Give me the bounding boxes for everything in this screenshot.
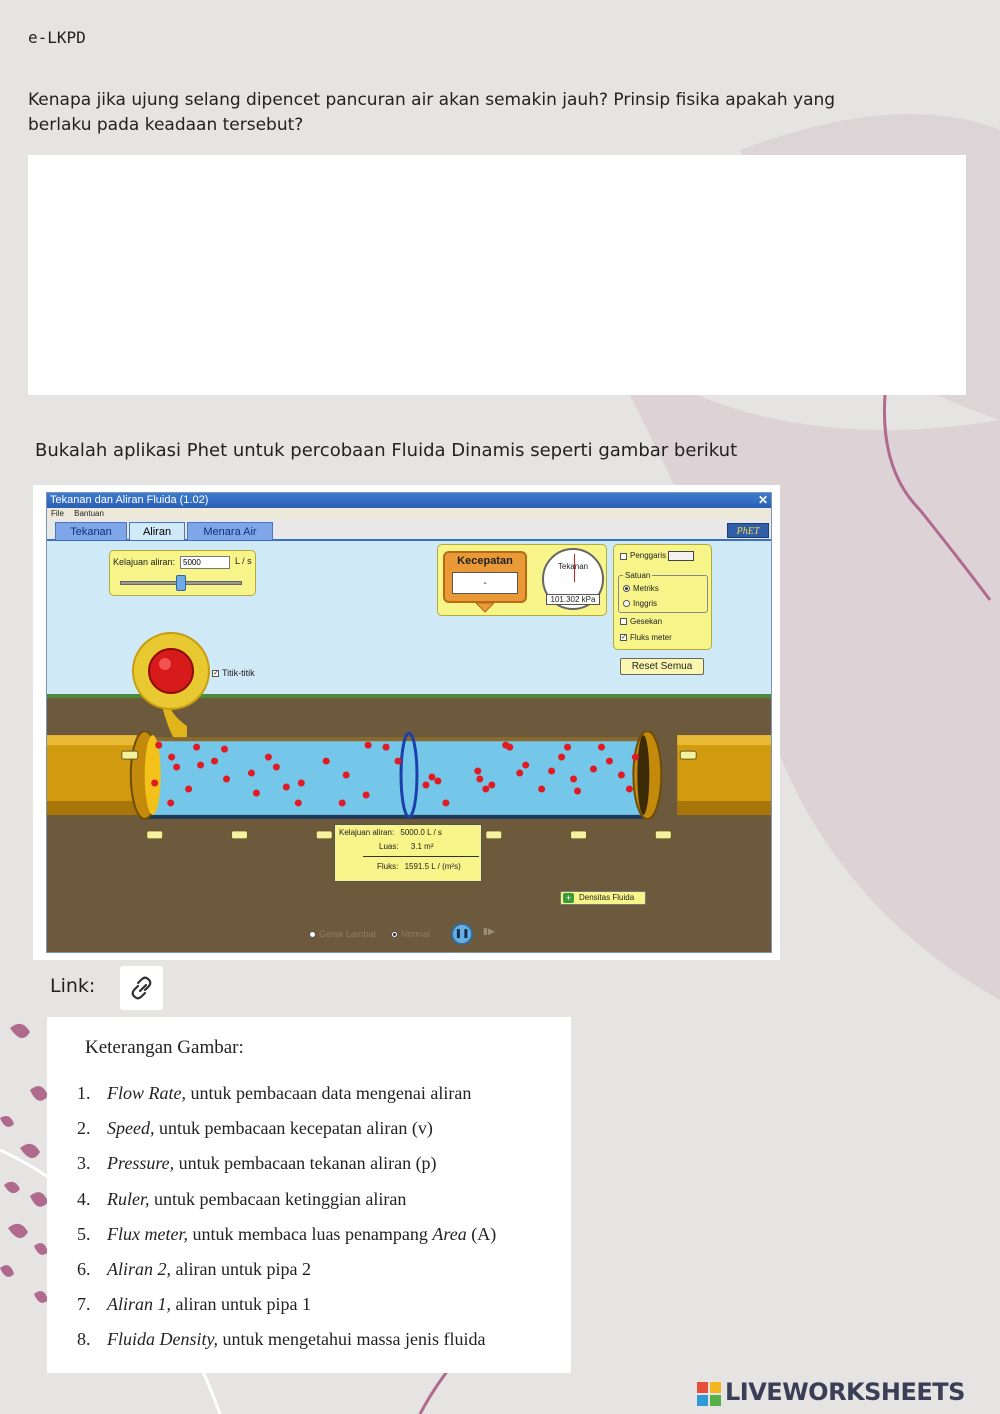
normal-speed-radio[interactable] bbox=[391, 931, 398, 938]
dots-option[interactable] bbox=[212, 668, 255, 678]
list-item bbox=[77, 1189, 496, 1224]
ruler-option[interactable] bbox=[620, 551, 694, 561]
legend-num: 4. bbox=[77, 1188, 91, 1209]
plus-icon: + bbox=[563, 893, 574, 903]
normal-speed-option[interactable] bbox=[391, 929, 430, 939]
flux-flux-row bbox=[377, 862, 461, 871]
ruler-checkbox[interactable] bbox=[620, 553, 627, 560]
liveworksheets-logo[interactable] bbox=[697, 1378, 993, 1410]
speed-value: - bbox=[452, 572, 518, 594]
tab-tekanan[interactable]: Tekanan bbox=[55, 522, 127, 540]
options-panel bbox=[613, 544, 712, 650]
ruler-icon bbox=[668, 551, 694, 561]
instruction-text: Bukalah aplikasi Phet untuk percobaan Fluida Dinamis seperti gambar berikut bbox=[35, 440, 738, 461]
legend-term: Area bbox=[432, 1223, 467, 1244]
slow-motion-label: Gerak Lambat bbox=[319, 929, 377, 939]
sim-tabbar bbox=[47, 519, 771, 541]
sim-close-icon[interactable]: ✕ bbox=[757, 493, 768, 507]
ruler-label: Penggaris bbox=[630, 551, 667, 561]
legend-title: Keterangan Gambar: bbox=[85, 1037, 244, 1058]
normal-speed-label: Normal bbox=[401, 929, 431, 939]
phet-simulation bbox=[46, 492, 772, 953]
flow-rate-input[interactable] bbox=[180, 556, 230, 569]
pressure-gauge-value: 101.302 kPa bbox=[546, 594, 600, 605]
step-button[interactable]: ▮▶ bbox=[483, 927, 495, 937]
flux-flux-value: 1591.5 L / (m²s) bbox=[404, 862, 461, 871]
flux-meter-label: Fluks meter bbox=[630, 633, 672, 642]
legend-desc: untuk pembacaan ketinggian aliran bbox=[149, 1188, 407, 1209]
flux-meter-readout bbox=[334, 824, 482, 882]
legend-num: 7. bbox=[77, 1294, 91, 1315]
speed-pointer-icon bbox=[476, 603, 494, 613]
legend-term: Speed, bbox=[107, 1118, 155, 1139]
slow-motion-option[interactable] bbox=[309, 929, 376, 939]
sim-titlebar bbox=[47, 493, 771, 508]
tab-aliran[interactable]: Aliran bbox=[129, 522, 185, 540]
pressure-gauge[interactable] bbox=[542, 548, 604, 610]
legend-desc: untuk mengetahui massa jenis fluida bbox=[218, 1329, 486, 1350]
flux-area-row bbox=[379, 842, 433, 851]
pump-button-icon[interactable] bbox=[127, 631, 217, 741]
legend-term: Flow Rate, bbox=[107, 1083, 186, 1103]
imperial-option[interactable] bbox=[623, 599, 657, 608]
tab-menara-air[interactable]: Menara Air bbox=[187, 522, 273, 540]
flux-area-value: 3.1 m² bbox=[410, 842, 434, 851]
units-title: Satuan bbox=[625, 571, 651, 580]
phet-logo: PhET bbox=[727, 523, 769, 538]
slow-motion-radio[interactable] bbox=[309, 931, 316, 938]
liveworksheets-brand-text: LIVEWORKSHEETS bbox=[725, 1378, 965, 1406]
link-button[interactable] bbox=[120, 966, 163, 1010]
legend-term: Pressure, bbox=[107, 1153, 175, 1174]
legend-desc: untuk pembacaan tekanan aliran (p) bbox=[174, 1153, 437, 1174]
friction-option[interactable] bbox=[620, 617, 662, 626]
reset-all-button[interactable]: Reset Semua bbox=[620, 658, 704, 675]
flux-meter-option[interactable] bbox=[620, 633, 672, 642]
link-icon bbox=[120, 966, 163, 1010]
question-text bbox=[28, 88, 958, 138]
flux-divider bbox=[363, 856, 479, 857]
legend-num: 8. bbox=[77, 1329, 91, 1350]
sim-window-title: Tekanan dan Aliran Fluida (1.02) bbox=[50, 494, 209, 506]
friction-label: Gesekan bbox=[630, 617, 663, 626]
legend-list bbox=[77, 1083, 496, 1365]
flow-rate-slider-thumb[interactable] bbox=[176, 575, 186, 591]
list-item bbox=[77, 1118, 496, 1153]
legend-desc: untuk pembacaan kecepatan aliran (v) bbox=[154, 1118, 433, 1139]
sim-menubar bbox=[47, 508, 771, 519]
metric-label: Metriks bbox=[633, 584, 659, 593]
flux-flow-value: 5000.0 L / s bbox=[400, 828, 442, 837]
sim-menu-help[interactable]: Bantuan bbox=[74, 509, 104, 518]
pause-button[interactable]: ❚❚ bbox=[451, 923, 473, 945]
dots-label: Titik-titik bbox=[222, 668, 255, 678]
flux-flux-label: Fluks: bbox=[377, 862, 399, 871]
legend-term: Aliran 2, bbox=[107, 1258, 172, 1279]
flux-flow-row bbox=[339, 828, 442, 837]
question-line-1: Kenapa jika ujung selang dipencet pancuran air akan semakin jauh? Prinsip fisika apakah yang bbox=[28, 90, 836, 110]
legend-num: 2. bbox=[77, 1118, 91, 1139]
legend-num: 1. bbox=[77, 1083, 91, 1103]
list-item bbox=[77, 1329, 496, 1364]
flow-rate-unit: L / s bbox=[235, 556, 252, 566]
flux-flow-label: Kelajuan aliran: bbox=[339, 828, 395, 837]
speed-meter[interactable] bbox=[443, 551, 527, 603]
speed-pressure-panel bbox=[437, 544, 607, 616]
list-item bbox=[77, 1294, 496, 1329]
legend-desc: aliran untuk pipa 2 bbox=[171, 1258, 311, 1279]
friction-checkbox[interactable] bbox=[620, 618, 627, 625]
phet-screenshot-frame bbox=[33, 485, 780, 960]
list-item bbox=[77, 1224, 496, 1259]
list-item bbox=[77, 1153, 496, 1188]
legend-term: Ruler, bbox=[107, 1188, 150, 1209]
liveworksheets-logo-icon bbox=[697, 1382, 721, 1406]
legend-term: Aliran 1, bbox=[107, 1294, 172, 1315]
fluid-density-button[interactable] bbox=[560, 891, 646, 905]
question-line-2: berlaku pada keadaan tersebut? bbox=[28, 115, 304, 135]
legend-term: Fluida Density, bbox=[107, 1329, 218, 1350]
list-item bbox=[77, 1259, 496, 1294]
dots-checkbox[interactable]: ✓ bbox=[213, 670, 219, 678]
list-item bbox=[77, 1083, 496, 1118]
link-label: Link: bbox=[50, 975, 96, 997]
legend-box bbox=[47, 1017, 571, 1373]
flow-rate-panel bbox=[109, 550, 256, 596]
flux-meter-checkbox[interactable]: ✓ bbox=[621, 634, 627, 642]
metric-option[interactable] bbox=[623, 584, 659, 593]
legend-num: 6. bbox=[77, 1258, 91, 1279]
flux-area-label: Luas: bbox=[379, 842, 399, 851]
imperial-label: Inggris bbox=[633, 599, 658, 608]
legend-desc: aliran untuk pipa 1 bbox=[171, 1294, 311, 1315]
metric-radio[interactable] bbox=[623, 585, 630, 592]
imperial-radio[interactable] bbox=[623, 600, 630, 607]
flow-rate-label: Kelajuan aliran: bbox=[113, 557, 176, 567]
legend-term: Flux meter, bbox=[107, 1223, 188, 1244]
pressure-gauge-label: Tekanan bbox=[557, 562, 589, 571]
legend-num: 5. bbox=[77, 1223, 91, 1244]
speed-title: Kecepatan bbox=[457, 555, 513, 567]
fluid-density-label: Densitas Fluida bbox=[579, 893, 635, 902]
legend-desc: (A) bbox=[466, 1223, 497, 1244]
sim-menu-file[interactable]: File bbox=[51, 509, 64, 518]
legend-num: 3. bbox=[77, 1153, 91, 1174]
legend-desc: untuk membaca luas penampang bbox=[187, 1223, 433, 1244]
units-group bbox=[618, 571, 708, 613]
answer-textarea[interactable] bbox=[28, 155, 966, 395]
document-label: e-LKPD bbox=[28, 28, 86, 47]
legend-desc: untuk pembacaan data mengenai aliran bbox=[186, 1083, 472, 1103]
